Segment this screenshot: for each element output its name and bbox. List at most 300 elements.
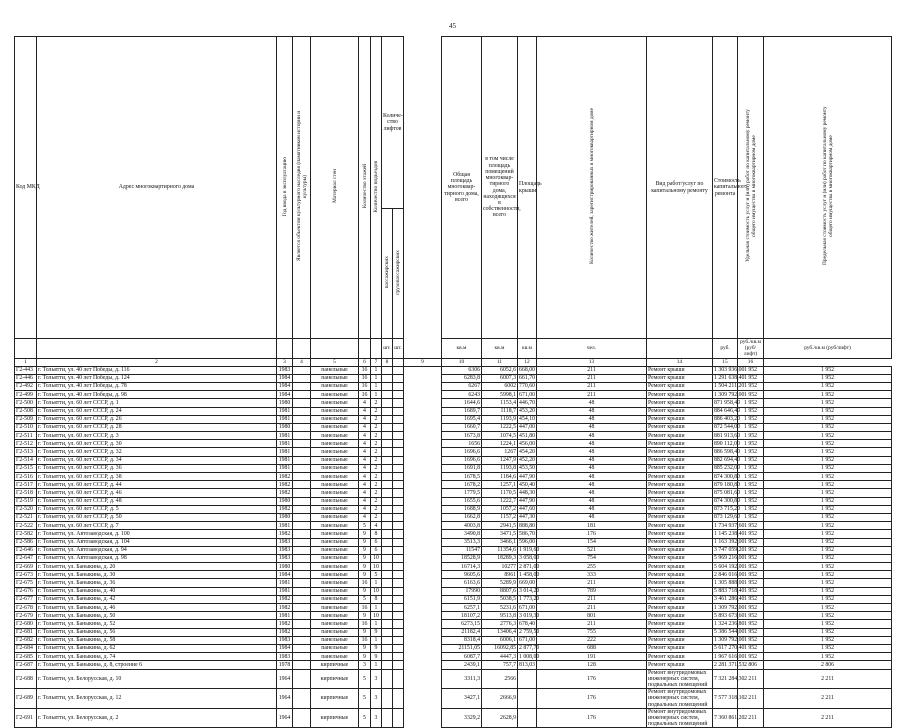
cell-cost: 886 598,40 [714, 448, 741, 455]
cell-area-land: 448,30 [519, 489, 535, 496]
cell-work-type: Ремонт крыши [647, 587, 713, 595]
cell-cultural [293, 579, 311, 587]
cell-lifts-pass [382, 538, 393, 546]
cell-year: 1982 [277, 604, 293, 612]
cell-address: г. Тольятти, ул. 60 лет СССР, д. 24 [37, 407, 277, 415]
cell-year: 1983 [277, 538, 293, 546]
cell-unit-cost: 1 952 [738, 530, 764, 538]
cell-floors: 16 [359, 604, 371, 612]
table-row [15, 448, 892, 456]
cell-year: 1982 [277, 530, 293, 538]
cell-walls: панельные [311, 563, 359, 571]
cell-entrances: 3 [371, 689, 382, 709]
cell-residents: 48 [537, 415, 647, 423]
cell-kod: Г2-516 [15, 473, 37, 481]
header-area-land: Площадь крыши [518, 37, 537, 339]
cell-kod: Г2-682 [15, 636, 37, 644]
cell-kod: Г2-514 [15, 456, 37, 464]
cell-residents: 181 [537, 522, 647, 530]
cell-year: 1964 [277, 669, 293, 689]
cell-unit-cost: 1 952 [738, 415, 764, 423]
cell-year: 1980 [277, 563, 293, 571]
cell-cost: 885 232,00 [714, 465, 741, 472]
cell-area-owned: 1193,8 [482, 464, 518, 472]
cell-year: 1982 [277, 489, 293, 497]
header-area-total: Общая площадь многоквар-тирного дома, всего [442, 37, 482, 339]
cell-entrances: 8 [371, 530, 382, 538]
cell-area-land [518, 669, 537, 689]
header-cost: Стоимость капитального ремонта [713, 37, 738, 339]
cell-walls: панельные [311, 546, 359, 554]
cell-walls: панельные [311, 530, 359, 538]
cell-area-owned: 1118,7 [482, 407, 518, 415]
header-work-type: Вид работ/услуг по капитальному ремонту [647, 37, 713, 339]
cell-cultural [293, 689, 311, 709]
cell-lifts-cargo [393, 366, 404, 374]
cell-floors: 4 [359, 456, 371, 464]
cell-residents: 255 [537, 563, 647, 571]
cell-walls: панельные [311, 464, 359, 472]
cell-unit-cost: 1 952 [738, 366, 764, 374]
cell-max-cost: 1 952 [764, 448, 892, 456]
cell-cultural [293, 440, 311, 448]
table-row [15, 432, 892, 440]
cell-kod: Г2-689 [15, 689, 37, 709]
cell-max-cost: 1 952 [764, 399, 892, 407]
cell-unit-cost: 1 952 [738, 644, 764, 652]
cell-unit-cost: 2 211 [738, 708, 764, 728]
cell-year: 1981 [277, 407, 293, 415]
header-unit-cost: Удельная стоимость услуг и (или) работ по капитальному ремонту общего имущества в многоквартирном доме [744, 109, 757, 263]
cell-area-land: 813,03 [519, 661, 535, 668]
cell-floors: 4 [359, 473, 371, 481]
table-row [15, 571, 892, 579]
cell-lifts-cargo [393, 473, 404, 481]
cell-year: 1982 [277, 628, 293, 636]
header-lifts: Количе-ство лифтов [382, 37, 404, 209]
cell-area-owned: 6052,6 [482, 366, 518, 374]
cell-year: 1981 [277, 612, 293, 620]
cell-unit-cost: 1 952 [738, 489, 764, 497]
cell-lifts-cargo [393, 440, 404, 448]
cell-area-total: 4003,8 [442, 522, 482, 530]
cell-kod: Г2-519 [15, 497, 37, 505]
cell-area-land: 450,40 [519, 481, 535, 488]
cell-residents: 688 [537, 644, 647, 652]
cell-lifts-cargo [393, 423, 404, 431]
cell-area-owned: 1057,2 [482, 505, 518, 513]
cell-cultural [293, 661, 311, 669]
cell-area-land: 447,90 [519, 473, 535, 480]
column-number: 13 [537, 358, 647, 366]
cell-cost: 873 129,60 [714, 514, 741, 521]
cell-cost: 884 646,40 [714, 408, 741, 415]
table-row [15, 546, 892, 554]
cell-floors: 16 [359, 366, 371, 374]
cell-cost: 7 321 284,30 [713, 669, 738, 689]
cell-cultural [293, 644, 311, 652]
cell-kod: Г2-500 [15, 399, 37, 407]
cell-floors: 16 [359, 636, 371, 644]
cell-residents: 211 [537, 366, 647, 374]
cell-year: 1983 [277, 636, 293, 644]
cell-residents: 48 [537, 456, 647, 464]
cell-walls: панельные [311, 489, 359, 497]
cell-unit-cost: 1 952 [738, 456, 764, 464]
cell-max-cost: 1 952 [764, 636, 892, 644]
unit-area-total: кв.м [442, 339, 482, 359]
cell-unit-cost: 1 952 [738, 448, 764, 456]
cell-walls: панельные [311, 415, 359, 423]
unit-lifts-cargo: шт. [393, 339, 404, 359]
cell-kod: Г2-517 [15, 481, 37, 489]
cell-area-land: 447,90 [519, 498, 535, 505]
cell-cultural [293, 513, 311, 521]
cell-area-land: 1 773,20 [519, 596, 540, 603]
cell-residents: 176 [537, 530, 647, 538]
cell-lifts-pass [382, 708, 393, 728]
cell-max-cost: 1 952 [764, 595, 892, 603]
cell-unit-cost: 1 952 [738, 473, 764, 481]
cell-address: г. Тольятти, ул. Баныкина, д. 50 [37, 612, 277, 620]
cell-area-owned: 9513,8 [482, 612, 518, 620]
cell-entrances: 3 [371, 669, 382, 689]
cell-year: 1980 [277, 513, 293, 521]
cell-address: г. Тольятти, ул. Баныкина, д. 30 [37, 571, 277, 579]
column-number: 5 [311, 358, 359, 366]
cell-walls: панельные [311, 522, 359, 530]
header-address: Адрес многоквартирного дома [37, 37, 277, 339]
cell-walls: панельные [311, 382, 359, 390]
cell-area-land: 596,00 [519, 539, 535, 546]
cell-address: г. Тольятти, ул. Баныкина, д. 52 [37, 620, 277, 628]
cell-entrances: 4 [371, 522, 382, 530]
cell-entrances: 9 [371, 644, 382, 652]
cell-address: г. Тольятти, ул. Баныкина, д. 62 [37, 644, 277, 652]
cell-max-cost: 1 952 [764, 538, 892, 546]
cell-unit-cost: 1 952 [738, 546, 764, 554]
cell-year: 1964 [277, 689, 293, 709]
cell-lifts-cargo [393, 636, 404, 644]
cell-cost: 879 180,80 [714, 481, 741, 488]
cell-lifts-cargo [393, 661, 404, 669]
cell-floors: 5 [359, 595, 371, 603]
page-number: 45 [449, 22, 456, 30]
cell-floors: 9 [359, 612, 371, 620]
cell-lifts-pass [382, 448, 393, 456]
cell-cost: 5 883 718,40 [714, 588, 745, 595]
cell-work-type: Ремонт крыши [647, 546, 713, 554]
cell-lifts-cargo [393, 513, 404, 521]
cell-residents: 48 [537, 505, 647, 513]
cell-work-type: Ремонт крыши [647, 382, 713, 390]
cell-max-cost: 1 952 [764, 653, 892, 661]
cell-year: 1981 [277, 464, 293, 472]
repair-table [14, 36, 892, 728]
column-number: 15 [713, 358, 738, 366]
cell-entrances: 9 [371, 653, 382, 661]
cell-max-cost: 1 952 [764, 612, 892, 620]
cell-work-type: Ремонт крыши [647, 661, 713, 669]
cell-area-land: 447,00 [519, 424, 535, 431]
cell-address: г. Тольятти, ул. 60 лет СССР, д. 36 [37, 464, 277, 472]
cell-cost: 3 747 059,20 [714, 547, 745, 554]
cell-cultural [293, 563, 311, 571]
cell-address: г. Тольятти, ул. 60 лет СССР, д. 7 [37, 522, 277, 530]
cell-lifts-cargo [393, 653, 404, 661]
cell-lifts-pass [382, 579, 393, 587]
cell-residents: 48 [537, 423, 647, 431]
table-row [15, 415, 892, 423]
cell-area-owned: 8961 [482, 571, 518, 579]
cell-year: 1981 [277, 587, 293, 595]
cell-address: г. Тольятти, ул. 60 лет СССР, д. 5 [37, 505, 277, 513]
cell-kod: Г2-586 [15, 538, 37, 546]
table-row [15, 620, 892, 628]
table-row [15, 636, 892, 644]
cell-area-land: 447,30 [519, 514, 535, 521]
cell-kod: Г2-646 [15, 546, 37, 554]
cell-lifts-cargo [393, 620, 404, 628]
cell-floors: 4 [359, 497, 371, 505]
cell-kod: Г2-647 [15, 554, 37, 562]
table-row [15, 513, 892, 521]
cell-kod: Г2-512 [15, 440, 37, 448]
cell-address: г. Тольятти, ул. Автозаводская, д. 104 [37, 538, 277, 546]
cell-area-total: 1696,6 [442, 448, 482, 456]
cell-area-owned: 1153,4 [482, 399, 518, 407]
cell-walls: панельные [311, 604, 359, 612]
header-lifts-cargo: грузопассажирских [395, 250, 401, 295]
cell-area-total: 1678,5 [442, 473, 482, 481]
cell-area-owned: 3471,5 [482, 530, 518, 538]
table-row [15, 497, 892, 505]
cell-walls: панельные [311, 587, 359, 595]
cell-area-owned: 10277 [482, 563, 518, 571]
cell-walls: панельные [311, 481, 359, 489]
cell-work-type: Ремонт крыши [647, 620, 713, 628]
cell-lifts-cargo [393, 571, 404, 579]
cell-address: г. Тольятти, ул. Баныкина, д. 8, строение 6 [37, 661, 277, 669]
cell-floors: 4 [359, 505, 371, 513]
cell-residents: 176 [537, 669, 647, 689]
cell-address: г. Тольятти, ул. 60 лет СССР, д. 1 [37, 399, 277, 407]
cell-residents: 211 [537, 604, 647, 612]
cell-max-cost: 1 952 [764, 374, 892, 382]
cell-cultural [293, 595, 311, 603]
cell-residents: 191 [537, 653, 647, 661]
cell-year: 1984 [277, 644, 293, 652]
cell-lifts-pass [382, 554, 393, 562]
cell-address: г. Тольятти, ул. Баныкина, д. 74 [37, 653, 277, 661]
cell-area-land: 453,20 [519, 408, 535, 415]
cell-cost: 874 300,80 [714, 473, 741, 480]
cell-address: г. Тольятти, ул. Баныкина, д. 20 [37, 563, 277, 571]
cell-cultural [293, 708, 311, 728]
cell-residents: 211 [537, 382, 647, 390]
table-row [15, 669, 892, 689]
cell-floors: 9 [359, 538, 371, 546]
cell-area-land: 770,60 [519, 383, 535, 390]
cell-cost: 882 694,40 [714, 457, 741, 464]
cell-max-cost: 1 952 [764, 571, 892, 579]
cell-year: 1983 [277, 366, 293, 374]
cell-cultural [293, 391, 311, 399]
cell-area-land: 669,00 [519, 579, 535, 586]
cell-cost: 881 913,60 [714, 432, 741, 439]
cell-lifts-cargo [393, 563, 404, 571]
cell-lifts-pass [382, 399, 393, 407]
cell-unit-cost: 1 952 [738, 579, 764, 587]
cell-unit-cost: 1 952 [738, 374, 764, 382]
cell-area-land: 678,40 [519, 620, 535, 627]
cell-area-land: 3 058,00 [519, 555, 540, 562]
cell-lifts-cargo [393, 530, 404, 538]
cell-address: г. Тольятти, ул. 40 лет Победы, д. 98 [37, 391, 277, 399]
cell-cultural [293, 554, 311, 562]
cell-residents: 48 [537, 513, 647, 521]
cell-year: 1984 [277, 391, 293, 399]
cell-address: г. Тольятти, ул. 60 лет СССР, д. 48 [37, 497, 277, 505]
cell-cultural [293, 448, 311, 456]
cell-cultural [293, 669, 311, 689]
cell-walls: панельные [311, 538, 359, 546]
cell-lifts-pass [382, 456, 393, 464]
cell-kod: Г2-678 [15, 604, 37, 612]
cell-cost: 5 386 544,00 [714, 629, 745, 636]
cell-lifts-cargo [393, 612, 404, 620]
column-number: 10 [442, 358, 482, 366]
cell-floors: 4 [359, 415, 371, 423]
cell-area-total: 2439,1 [442, 661, 482, 669]
cell-residents: 176 [537, 689, 647, 709]
cell-unit-cost: 1 952 [738, 382, 764, 390]
cell-year: 1981 [277, 579, 293, 587]
cell-residents: 154 [537, 538, 647, 546]
cell-walls: панельные [311, 513, 359, 521]
table-row [15, 661, 892, 669]
cell-lifts-pass [382, 415, 393, 423]
cell-max-cost: 1 952 [764, 366, 892, 374]
cell-floors: 16 [359, 620, 371, 628]
cell-area-land: 586,70 [519, 530, 535, 537]
cell-address: г. Тольятти, ул. Баныкина, д. 42 [37, 595, 277, 603]
cell-area-owned: 8807,6 [482, 587, 518, 595]
cell-lifts-pass [382, 644, 393, 652]
cell-kod: Г2-492 [15, 382, 37, 390]
cell-cost: 1 504 211,20 [714, 383, 745, 390]
cell-residents: 211 [537, 579, 647, 587]
cell-area-owned: 2941,5 [482, 522, 518, 530]
cell-entrances: 2 [371, 432, 382, 440]
table-row [15, 538, 892, 546]
column-number: 2 [37, 358, 277, 366]
cell-area-total: 1656 [442, 440, 482, 448]
cell-address: г. Тольятти, ул. Баныкина, д. 46 [37, 604, 277, 612]
cell-max-cost: 1 952 [764, 489, 892, 497]
cell-residents: 211 [537, 374, 647, 382]
cell-work-type: Ремонт крыши [647, 399, 713, 407]
cell-lifts-pass [382, 669, 393, 689]
cell-floors: 4 [359, 489, 371, 497]
cell-address: г. Тольятти, ул. Автозаводская, д. 100 [37, 530, 277, 538]
cell-walls: панельные [311, 423, 359, 431]
cell-residents: 48 [537, 448, 647, 456]
cell-kod: Г2-521 [15, 513, 37, 521]
cell-max-cost: 1 952 [764, 456, 892, 464]
cell-entrances: 10 [371, 563, 382, 571]
cell-area-owned: 16092,85 [482, 644, 518, 652]
cell-work-type: Ремонт крыши [647, 448, 713, 456]
cell-cultural [293, 432, 311, 440]
cell-lifts-pass [382, 505, 393, 513]
cell-walls: панельные [311, 374, 359, 382]
cell-area-land: 447,60 [519, 506, 535, 513]
cell-year: 1980 [277, 497, 293, 505]
cell-residents: 521 [537, 546, 647, 554]
cell-lifts-cargo [393, 644, 404, 652]
cell-lifts-cargo [393, 448, 404, 456]
cell-lifts-cargo [393, 546, 404, 554]
cell-floors: 5 [359, 689, 371, 709]
cell-area-total: 1678,2 [442, 481, 482, 489]
header-area-owned: в том числе площадь помещений многоквар-тирного дома, находящихся в собственности, всего [482, 37, 518, 339]
cell-lifts-cargo [393, 464, 404, 472]
table-row [15, 595, 892, 603]
cell-cultural [293, 399, 311, 407]
cell-walls: панельные [311, 391, 359, 399]
cell-address: г. Тольятти, ул. Баныкина, д. 36 [37, 579, 277, 587]
cell-residents: 48 [537, 440, 647, 448]
cell-max-cost: 1 952 [764, 473, 892, 481]
cell-area-owned: 757,7 [482, 661, 518, 669]
cell-lifts-cargo [393, 708, 404, 728]
cell-cost: 1 967 616,00 [714, 653, 745, 660]
cell-cultural [293, 415, 311, 423]
cell-area-owned: 1267 [482, 448, 518, 456]
cell-unit-cost: 1 952 [738, 423, 764, 431]
cell-entrances: 1 [371, 661, 382, 669]
cell-walls: панельные [311, 628, 359, 636]
cell-work-type: Ремонт крыши [647, 628, 713, 636]
cell-entrances: 1 [371, 636, 382, 644]
cell-lifts-pass [382, 628, 393, 636]
cell-residents: 48 [537, 464, 647, 472]
table-row [15, 628, 892, 636]
cell-area-total: 17990 [442, 587, 482, 595]
cell-area-land [518, 708, 537, 728]
cell-floors: 16 [359, 391, 371, 399]
cell-cost: 1 303 936,00 [714, 367, 745, 374]
cell-floors: 5 [359, 522, 371, 530]
cell-kod: Г2-515 [15, 464, 37, 472]
table-body [15, 366, 892, 728]
cell-floors: 9 [359, 644, 371, 652]
cell-lifts-pass [382, 423, 393, 431]
cell-floors: 4 [359, 448, 371, 456]
cell-floors: 9 [359, 587, 371, 595]
table-row [15, 604, 892, 612]
cell-work-type: Ремонт крыши [647, 415, 713, 423]
cell-area-land: 451,80 [519, 432, 535, 439]
cell-area-total: 3311,3 [442, 669, 482, 689]
cell-area-owned: 2776,3 [482, 620, 518, 628]
cell-walls: панельные [311, 571, 359, 579]
cell-work-type: Ремонт крыши [647, 497, 713, 505]
cell-year: 1964 [277, 708, 293, 728]
cell-unit-cost: 1 952 [738, 595, 764, 603]
cell-unit-cost: 1 952 [738, 432, 764, 440]
